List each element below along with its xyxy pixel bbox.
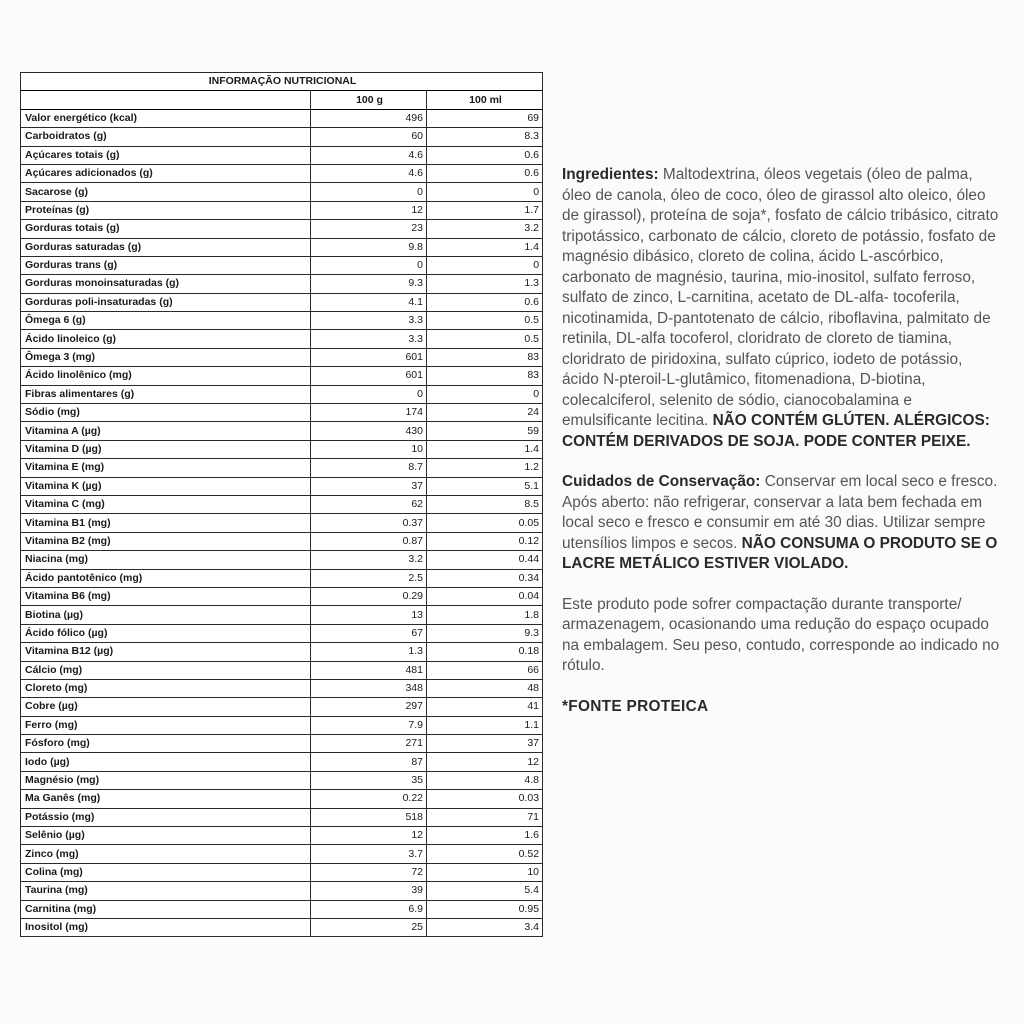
- value-100ml: 12: [427, 753, 543, 771]
- value-100g: 0.22: [311, 790, 427, 808]
- value-100g: 430: [311, 422, 427, 440]
- table-row: [21, 238, 543, 256]
- table-row: [21, 385, 543, 403]
- value-100ml: 0.5: [427, 312, 543, 330]
- nutrient-name: Ácido pantotênico (mg): [21, 569, 311, 587]
- ingredients-text: Maltodextrina, óleos vegetais (óleo de palma, óleo de canola, óleo de coco, óleo de girassol alto oleico, óleo de girassol), proteína de soja*, fosfato de cálcio tribásico, citrato tripotássico, carbonato de cálcio, cloreto de potássio, fosfato de magnésio dibásico, cloreto de colina, ácido L-ascórbico, carbonato de magnésio, taurina, mio-inositol, sulfato ferroso, sulfato de zinco, L-carnitina, acetato de DL-alfa- tocoferila, nicotinamida, D-pantotenato de cálcio, riboflavina, palmitato de retinila, DL-alfa tocoferol, cloridrato de cloreto de tiamina, cloridrato de piridoxina, sulfato cúprico, iodeto de potássio, ácido N-pteroil-L-glutâmico, fitomenadiona, D-biotina, colecalciferol, selenito de sódio, cianocobalamina e emulsificante lecitina.: [562, 166, 999, 429]
- value-100g: 9.8: [311, 238, 427, 256]
- value-100ml: 0.04: [427, 587, 543, 605]
- table-row: [21, 643, 543, 661]
- value-100g: 4.1: [311, 293, 427, 311]
- value-100g: 3.7: [311, 845, 427, 863]
- value-100ml: 8.3: [427, 128, 543, 146]
- table-row: [21, 348, 543, 366]
- value-100g: 1.3: [311, 643, 427, 661]
- value-100g: 12: [311, 827, 427, 845]
- value-100ml: 0: [427, 183, 543, 201]
- table-row: [21, 845, 543, 863]
- nutrient-name: Inositol (mg): [21, 918, 311, 936]
- table-row: [21, 422, 543, 440]
- value-100ml: 0.52: [427, 845, 543, 863]
- conservation-label: Cuidados de Conservação:: [562, 473, 761, 490]
- value-100ml: 1.3: [427, 275, 543, 293]
- value-100ml: 0.03: [427, 790, 543, 808]
- table-row: [21, 551, 543, 569]
- table-row: [21, 863, 543, 881]
- table-row: [21, 109, 543, 127]
- value-100ml: 9.3: [427, 624, 543, 642]
- table-row: [21, 477, 543, 495]
- value-100ml: 1.7: [427, 201, 543, 219]
- value-100ml: 69: [427, 109, 543, 127]
- nutrient-name: Açúcares totais (g): [21, 146, 311, 164]
- value-100g: 35: [311, 771, 427, 789]
- value-100g: 174: [311, 404, 427, 422]
- value-100g: 8.7: [311, 459, 427, 477]
- value-100ml: 66: [427, 661, 543, 679]
- value-100ml: 0.34: [427, 569, 543, 587]
- nutrient-name: Niacina (mg): [21, 551, 311, 569]
- nutrient-name: Vitamina B2 (mg): [21, 532, 311, 550]
- value-100g: 0.29: [311, 587, 427, 605]
- nutrient-name: Ferro (mg): [21, 716, 311, 734]
- column-header-100ml: 100 ml: [427, 91, 543, 109]
- column-header-nutrient: [21, 91, 311, 109]
- conservation-text: Conservar em local seco e fresco. Após aberto: não refrigerar, conservar a lata bem fechada em local seco e fresco e consumir em até 30 dias. Utilizar sempre utensílios limpos e secos.: [562, 473, 998, 552]
- nutrition-table-title: INFORMAÇÃO NUTRICIONAL: [21, 73, 543, 91]
- value-100ml: 0.6: [427, 164, 543, 182]
- table-row: [21, 514, 543, 532]
- value-100g: 60: [311, 128, 427, 146]
- table-row: [21, 790, 543, 808]
- value-100ml: 1.8: [427, 606, 543, 624]
- value-100g: 3.2: [311, 551, 427, 569]
- nutrient-name: Gorduras poli-insaturadas (g): [21, 293, 311, 311]
- nutrient-name: Potássio (mg): [21, 808, 311, 826]
- ingredients-label: Ingredientes:: [562, 166, 659, 183]
- value-100ml: 0.6: [427, 293, 543, 311]
- value-100g: 87: [311, 753, 427, 771]
- value-100g: 62: [311, 495, 427, 513]
- table-row: [21, 569, 543, 587]
- table-row: [21, 900, 543, 918]
- value-100ml: 1.1: [427, 716, 543, 734]
- nutrient-name: Selênio (µg): [21, 827, 311, 845]
- value-100g: 3.3: [311, 312, 427, 330]
- nutrient-name: Cobre (µg): [21, 698, 311, 716]
- table-row: [21, 495, 543, 513]
- nutrient-name: Sacarose (g): [21, 183, 311, 201]
- nutrient-name: Vitamina B12 (µg): [21, 643, 311, 661]
- value-100g: 67: [311, 624, 427, 642]
- table-row: [21, 440, 543, 458]
- value-100ml: 24: [427, 404, 543, 422]
- table-row: [21, 201, 543, 219]
- nutrient-name: Biotina (µg): [21, 606, 311, 624]
- value-100g: 518: [311, 808, 427, 826]
- nutrition-table-title-row: [21, 73, 543, 91]
- table-row: [21, 164, 543, 182]
- value-100g: 348: [311, 679, 427, 697]
- table-row: [21, 220, 543, 238]
- value-100ml: 3.2: [427, 220, 543, 238]
- nutrient-name: Zinco (mg): [21, 845, 311, 863]
- table-row: [21, 459, 543, 477]
- value-100g: 0.37: [311, 514, 427, 532]
- nutrient-name: Colina (mg): [21, 863, 311, 881]
- table-row: [21, 679, 543, 697]
- value-100ml: 0.5: [427, 330, 543, 348]
- value-100ml: 48: [427, 679, 543, 697]
- nutrient-name: Vitamina D (µg): [21, 440, 311, 458]
- column-header-100g: 100 g: [311, 91, 427, 109]
- value-100ml: 83: [427, 348, 543, 366]
- value-100g: 3.3: [311, 330, 427, 348]
- nutrient-name: Fósforo (mg): [21, 735, 311, 753]
- value-100g: 12: [311, 201, 427, 219]
- allergen-warning: NÃO CONTÉM GLÚTEN. ALÉRGICOS: CONTÉM DERIVADOS DE SOJA. PODE CONTER PEIXE.: [562, 412, 990, 450]
- value-100ml: 3.4: [427, 918, 543, 936]
- value-100g: 72: [311, 863, 427, 881]
- value-100g: 10: [311, 440, 427, 458]
- table-row: [21, 606, 543, 624]
- nutrient-name: Vitamina B6 (mg): [21, 587, 311, 605]
- value-100ml: 0.18: [427, 643, 543, 661]
- table-row: [21, 735, 543, 753]
- nutrient-name: Vitamina K (µg): [21, 477, 311, 495]
- value-100g: 4.6: [311, 146, 427, 164]
- table-row: [21, 275, 543, 293]
- nutrient-name: Cloreto (mg): [21, 679, 311, 697]
- nutrient-name: Ácido fólico (µg): [21, 624, 311, 642]
- value-100g: 271: [311, 735, 427, 753]
- table-row: [21, 312, 543, 330]
- value-100g: 4.6: [311, 164, 427, 182]
- nutrition-table: [20, 72, 543, 937]
- value-100ml: 0.05: [427, 514, 543, 532]
- value-100g: 496: [311, 109, 427, 127]
- table-row: [21, 918, 543, 936]
- nutrient-name: Ômega 3 (mg): [21, 348, 311, 366]
- table-row: [21, 532, 543, 550]
- table-row: [21, 698, 543, 716]
- table-row: [21, 827, 543, 845]
- value-100ml: 0.95: [427, 900, 543, 918]
- protein-source-note: *FONTE PROTEICA: [562, 697, 709, 715]
- table-row: [21, 661, 543, 679]
- value-100g: 37: [311, 477, 427, 495]
- value-100g: 601: [311, 367, 427, 385]
- value-100ml: 5.4: [427, 882, 543, 900]
- compaction-note: Este produto pode sofrer compactação durante transporte/ armazenagem, ocasionando uma redução do espaço ocupado na embalagem. Seu peso, contudo, corresponde ao indicado no rótulo.: [562, 595, 1000, 674]
- nutrient-name: Iodo (µg): [21, 753, 311, 771]
- nutrient-name: Carnitina (mg): [21, 900, 311, 918]
- conservation-paragraph: [562, 472, 1002, 575]
- value-100ml: 1.4: [427, 440, 543, 458]
- nutrient-name: Vitamina B1 (mg): [21, 514, 311, 532]
- table-row: [21, 771, 543, 789]
- value-100g: 481: [311, 661, 427, 679]
- value-100g: 601: [311, 348, 427, 366]
- table-row: [21, 183, 543, 201]
- value-100ml: 0: [427, 256, 543, 274]
- value-100ml: 1.4: [427, 238, 543, 256]
- value-100ml: 71: [427, 808, 543, 826]
- value-100g: 23: [311, 220, 427, 238]
- value-100ml: 0: [427, 385, 543, 403]
- table-row: [21, 753, 543, 771]
- value-100ml: 10: [427, 863, 543, 881]
- product-text-column: [562, 165, 1002, 737]
- value-100g: 9.3: [311, 275, 427, 293]
- table-row: [21, 128, 543, 146]
- table-row: [21, 882, 543, 900]
- table-row: [21, 367, 543, 385]
- nutrient-name: Magnésio (mg): [21, 771, 311, 789]
- table-row: [21, 256, 543, 274]
- nutrient-name: Vitamina E (mg): [21, 459, 311, 477]
- value-100g: 2.5: [311, 569, 427, 587]
- nutrient-name: Taurina (mg): [21, 882, 311, 900]
- value-100ml: 5.1: [427, 477, 543, 495]
- table-row: [21, 330, 543, 348]
- value-100ml: 0.44: [427, 551, 543, 569]
- nutrient-name: Ma Ganês (mg): [21, 790, 311, 808]
- nutrient-name: Valor energético (kcal): [21, 109, 311, 127]
- table-row: [21, 716, 543, 734]
- value-100g: 25: [311, 918, 427, 936]
- value-100g: 39: [311, 882, 427, 900]
- seal-warning: NÃO CONSUMA O PRODUTO SE O LACRE METÁLICO ESTIVER VIOLADO.: [562, 534, 998, 572]
- value-100ml: 41: [427, 698, 543, 716]
- nutrient-name: Proteínas (g): [21, 201, 311, 219]
- nutrient-name: Carboidratos (g): [21, 128, 311, 146]
- nutrient-name: Cálcio (mg): [21, 661, 311, 679]
- nutrient-name: Ômega 6 (g): [21, 312, 311, 330]
- value-100g: 0: [311, 256, 427, 274]
- table-row: [21, 587, 543, 605]
- nutrient-name: Ácido linolênico (mg): [21, 367, 311, 385]
- nutrition-table-body: [21, 109, 543, 937]
- nutrient-name: Gorduras totais (g): [21, 220, 311, 238]
- value-100g: 13: [311, 606, 427, 624]
- nutrient-name: Vitamina C (mg): [21, 495, 311, 513]
- nutrient-name: Fibras alimentares (g): [21, 385, 311, 403]
- nutrient-name: Gorduras trans (g): [21, 256, 311, 274]
- nutrient-name: Açúcares adicionados (g): [21, 164, 311, 182]
- value-100g: 7.9: [311, 716, 427, 734]
- nutrient-name: Ácido linoleico (g): [21, 330, 311, 348]
- value-100ml: 59: [427, 422, 543, 440]
- nutrient-name: Sódio (mg): [21, 404, 311, 422]
- nutrition-table-header-row: [21, 91, 543, 109]
- table-row: [21, 404, 543, 422]
- nutrient-name: Gorduras saturadas (g): [21, 238, 311, 256]
- value-100ml: 1.2: [427, 459, 543, 477]
- value-100ml: 4.8: [427, 771, 543, 789]
- value-100ml: 1.6: [427, 827, 543, 845]
- value-100ml: 0.12: [427, 532, 543, 550]
- value-100ml: 8.5: [427, 495, 543, 513]
- value-100g: 297: [311, 698, 427, 716]
- ingredients-paragraph: [562, 165, 1002, 452]
- value-100ml: 0.6: [427, 146, 543, 164]
- value-100ml: 37: [427, 735, 543, 753]
- value-100g: 6.9: [311, 900, 427, 918]
- value-100g: 0: [311, 385, 427, 403]
- nutrient-name: Vitamina A (µg): [21, 422, 311, 440]
- value-100ml: 83: [427, 367, 543, 385]
- table-row: [21, 293, 543, 311]
- value-100g: 0: [311, 183, 427, 201]
- table-row: [21, 808, 543, 826]
- nutrient-name: Gorduras monoinsaturadas (g): [21, 275, 311, 293]
- table-row: [21, 146, 543, 164]
- value-100g: 0.87: [311, 532, 427, 550]
- table-row: [21, 624, 543, 642]
